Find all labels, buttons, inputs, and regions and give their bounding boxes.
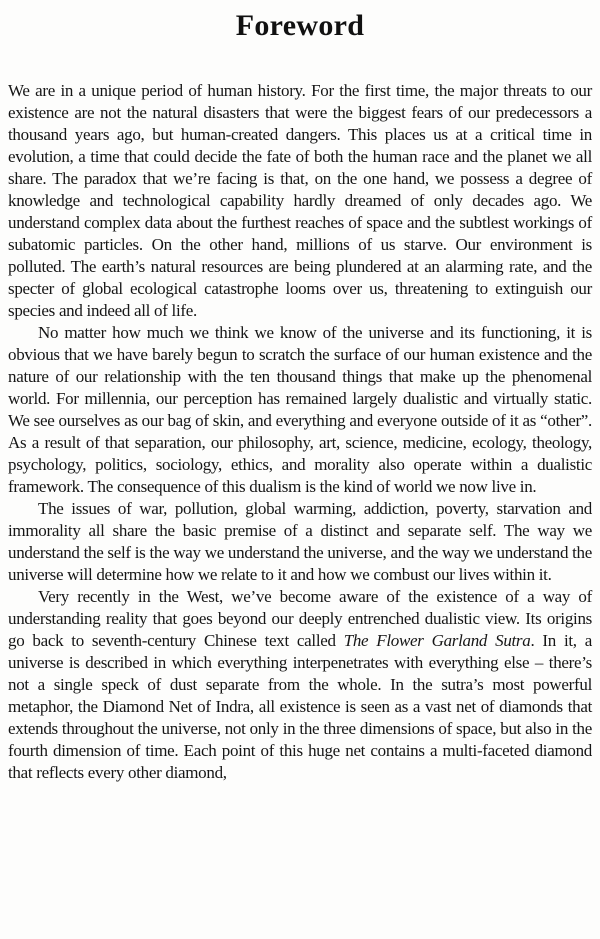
text-run: No matter how much we think we know of the universe and its functioning, it is obvious that we have barely begun to scratch the surface of our human existence and the nature of our relationship with the ten thousand things that make up the phenomenal world. For millennia, our perception has remained largely dualistic and virtually static. We see ourselves as our bag of skin, and everything and everyone outside of it as “other”. As a result of that separation, our philosophy, art, science, medicine, ecology, theology, psychology, politics, sociology, ethics, and morality also operate within a dualistic framework. The consequence of this dualism is the kind of world we now live in. bbox=[8, 323, 592, 496]
paragraph bbox=[8, 498, 592, 586]
paragraph bbox=[8, 322, 592, 498]
italic-book-title: The Flower Garland Sutra bbox=[343, 631, 531, 650]
text-run: Very recently in the West, we’ve become aware of the existence of a way of understanding reality that goes beyond our deeply entrenched dualistic view. Its origins go back to seventh-century Chinese text called bbox=[8, 587, 592, 650]
foreword-body bbox=[8, 80, 592, 784]
text-run: The issues of war, pollution, global warming, addiction, poverty, starvation and immorality all share the basic premise of a distinct and separate self. The way we understand the self is the way we understand the universe, and the way we understand the universe will determine how we relate to it and how we combust our lives within it. bbox=[8, 499, 592, 584]
paragraph bbox=[8, 586, 592, 784]
text-run: We are in a unique period of human history. For the first time, the major threats to our existence are not the natural disasters that were the biggest fears of our predecessors a thousand years ago, but human-created dangers. This places us at a critical time in evolution, a time that could decide the fate of both the human race and the planet we all share. The paradox that we’re facing is that, on the one hand, we possess a degree of knowledge and technological capability hardly dreamed of only decades ago. We understand complex data about the furthest reaches of space and the subtlest workings of subatomic particles. On the other hand, millions of us starve. Our environment is polluted. The earth’s natural resources are being plundered at an alarming rate, and the specter of global ecological catastrophe looms over us, threatening to extinguish our species and indeed all of life. bbox=[8, 81, 592, 320]
text-run: . In it, a universe is described in which everything interpenetrates with everything else – there’s not a single speck of dust separate from the whole. In the sutra’s most powerful metaphor, the Diamond Net of Indra, all existence is seen as a vast net of diamonds that extends throughout the universe, not only in the three dimensions of space, but also in the fourth dimension of time. Each point of this huge net contains a multi-faceted diamond that reflects every other diamond, bbox=[8, 631, 592, 782]
page-title: Foreword bbox=[235, 9, 365, 42]
paragraph bbox=[8, 80, 592, 322]
